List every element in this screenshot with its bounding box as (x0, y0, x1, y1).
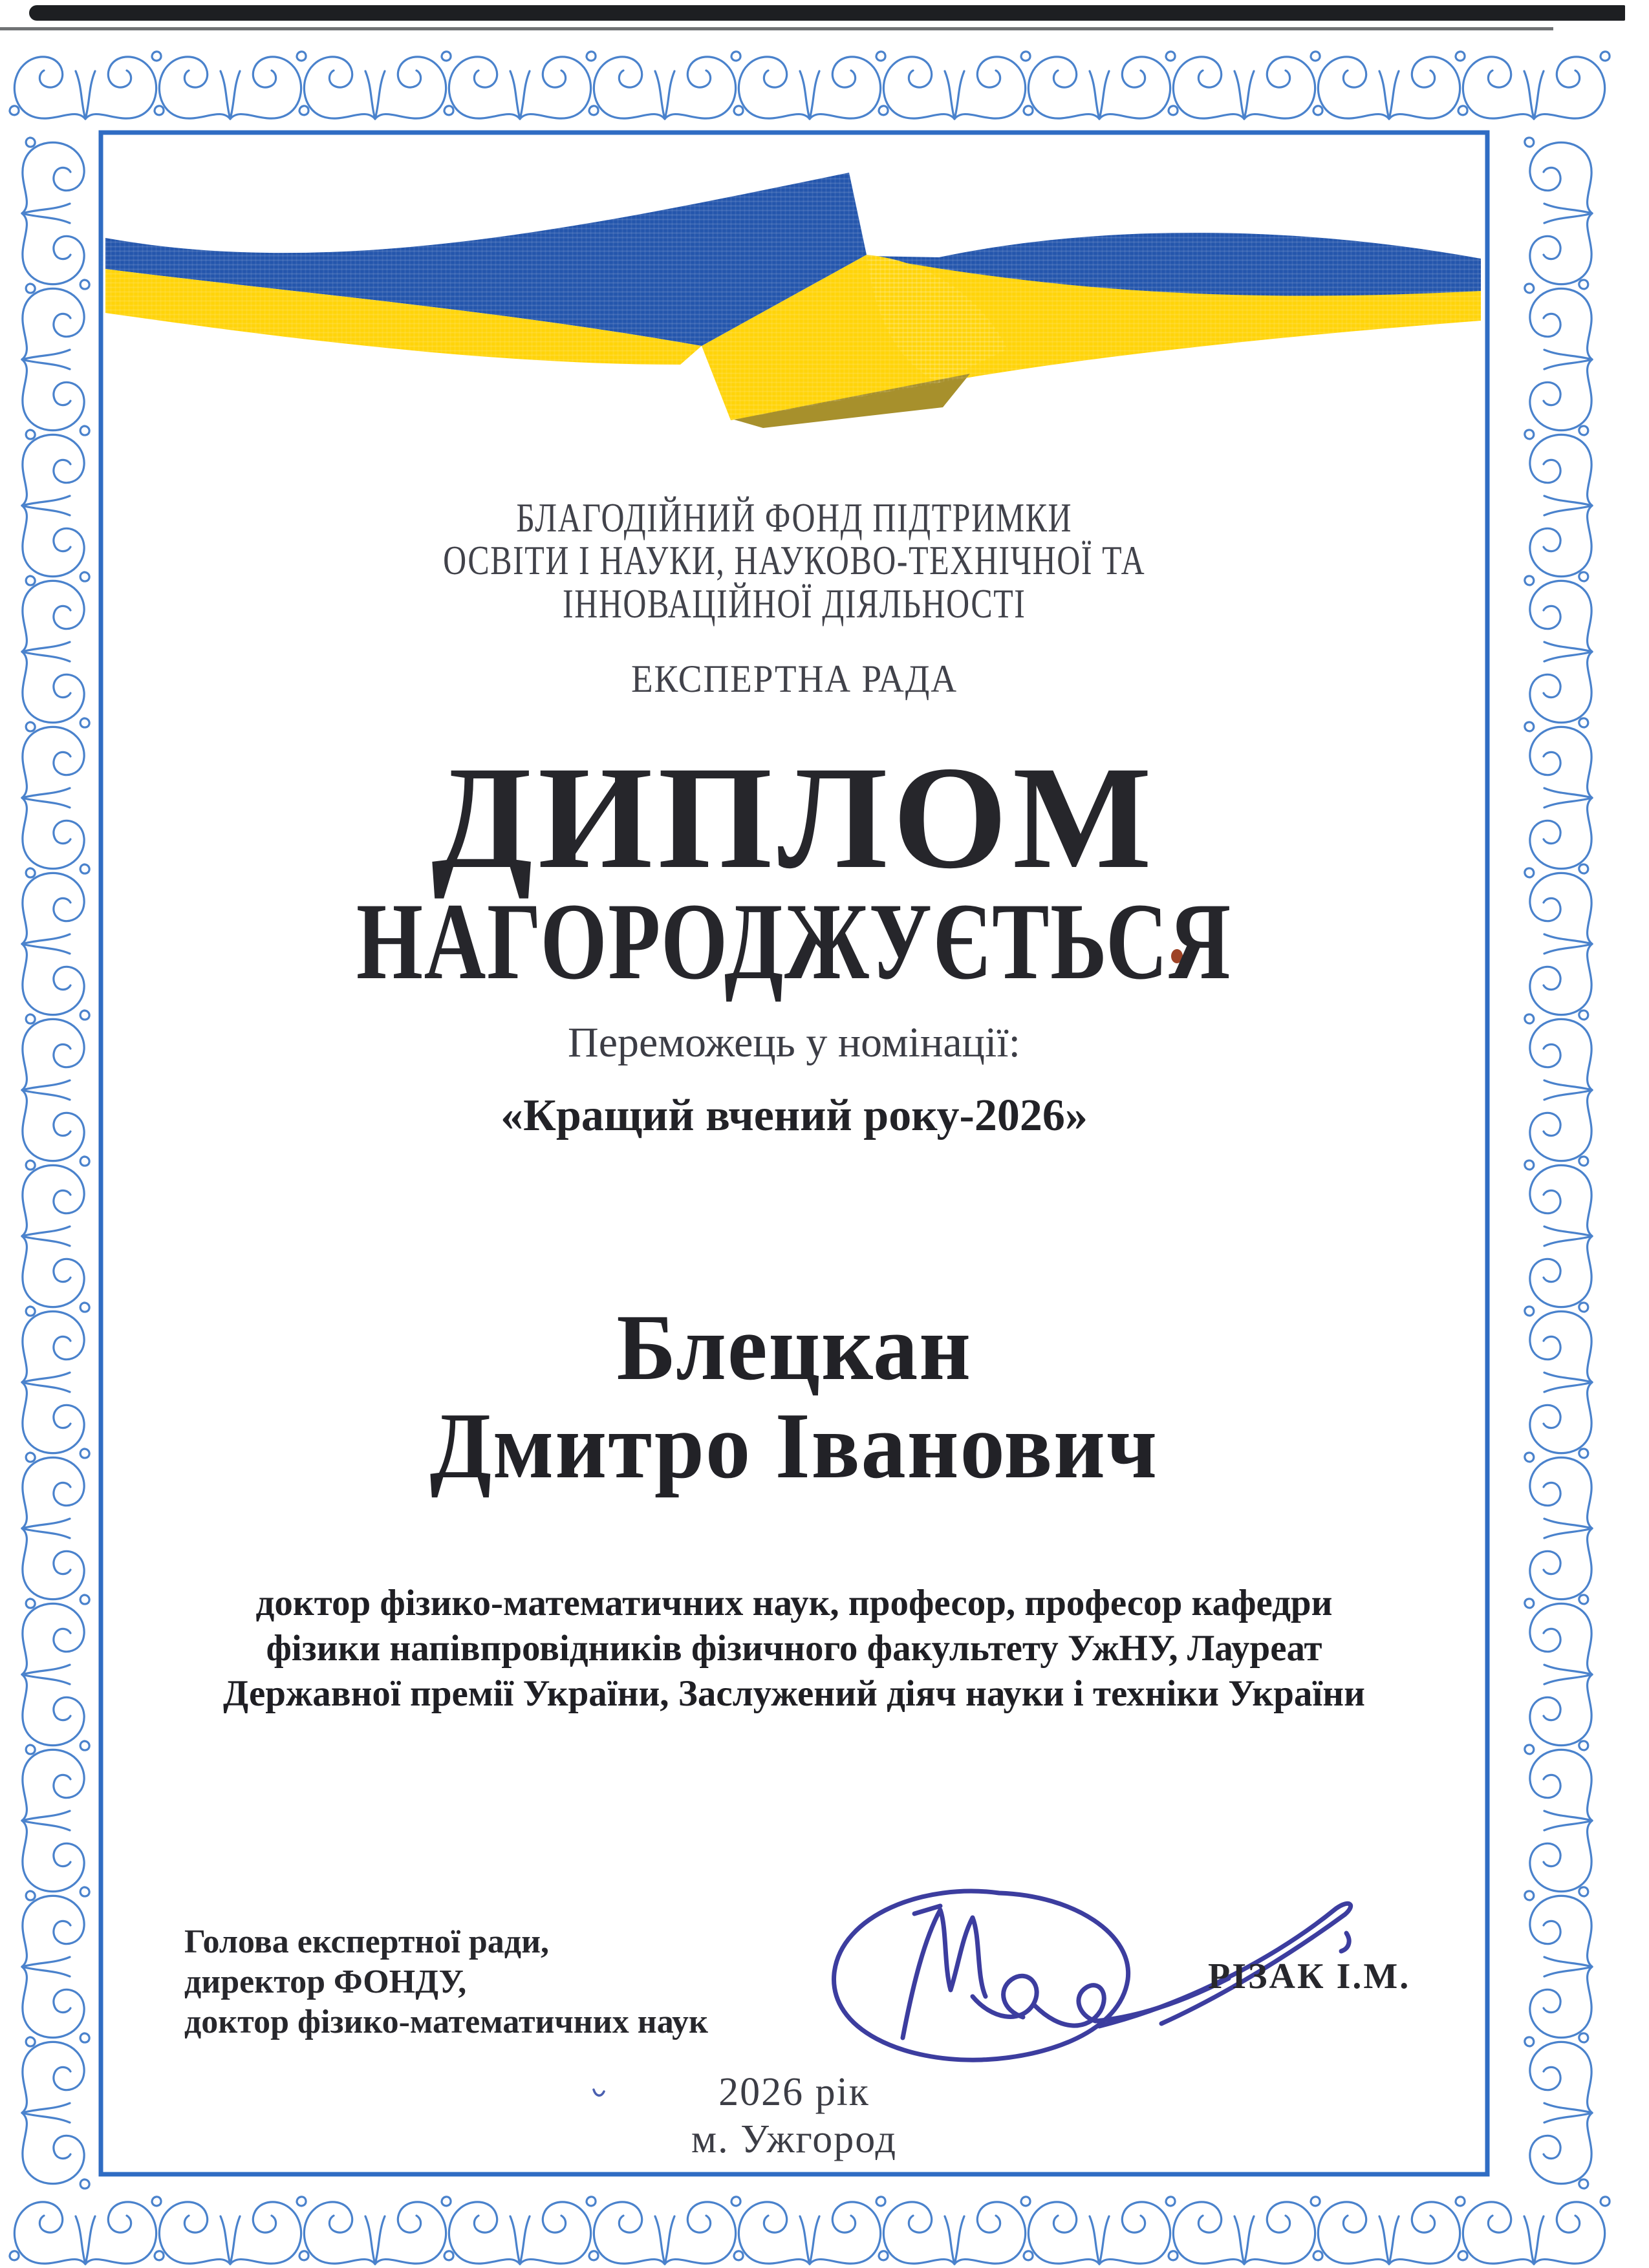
council-name-text: ЕКСПЕРТНА РАДА (630, 658, 958, 700)
awarded-label (101, 881, 1487, 1002)
awarded-label-text: НАГОРОДЖУЄТЬСЯ (356, 881, 1232, 1002)
ukraine-flag-ribbon-graphic (105, 173, 1481, 428)
inner-border-frame (101, 133, 1487, 2174)
org-name-line3-text: ІННОВАЦІЙНОЇ ДІЯЛЬНОСТІ (562, 581, 1026, 626)
recipient-description-line3: Державної премії України, Заслужений діяч науки і техніки України (223, 1673, 1365, 1714)
recipient-description-line2: фізики напівпровідників фізичного факультету УжНУ, Лауреат (266, 1628, 1322, 1669)
recipient-given-names-text: Дмитро Іванович (429, 1393, 1159, 1498)
signatory-role-line1: Голова експертної ради, (184, 1923, 550, 1960)
signatory-name: РІЗАК І.М. (1208, 1956, 1411, 1996)
org-name-line2 (101, 537, 1487, 583)
nomination-title: «Кращий вчений року-2026» (501, 1091, 1088, 1140)
recipient-description-line1: доктор фізико-математичних наук, професор, професор кафедри (255, 1583, 1333, 1623)
signatory-role-line2: директор ФОНДУ, (184, 1963, 467, 2000)
org-name-line1 (101, 497, 1487, 539)
year-label: 2026 рік (718, 2070, 870, 2114)
recipient-surname (101, 1295, 1487, 1400)
city-label: м. Ужгород (691, 2117, 898, 2161)
nomination-intro: Переможець у номінації: (568, 1019, 1020, 1066)
org-name-line1-text: БЛАГОДІЙНИЙ ФОНД ПІДТРИМКИ (516, 495, 1072, 540)
recipient-given-names (101, 1393, 1487, 1498)
org-name-line2-text: ОСВІТИ І НАУКИ, НАУКОВО-ТЕХНІЧНОЇ ТА (442, 537, 1146, 583)
council-name (101, 659, 1487, 698)
diploma-title: ДИПЛОМ (431, 736, 1157, 899)
signatory-role-line3: доктор фізико-математичних наук (184, 2004, 709, 2040)
recipient-surname-text: Блецкан (616, 1295, 972, 1400)
org-name-line3 (101, 583, 1487, 625)
ribbon-fabric-texture (105, 173, 1481, 420)
